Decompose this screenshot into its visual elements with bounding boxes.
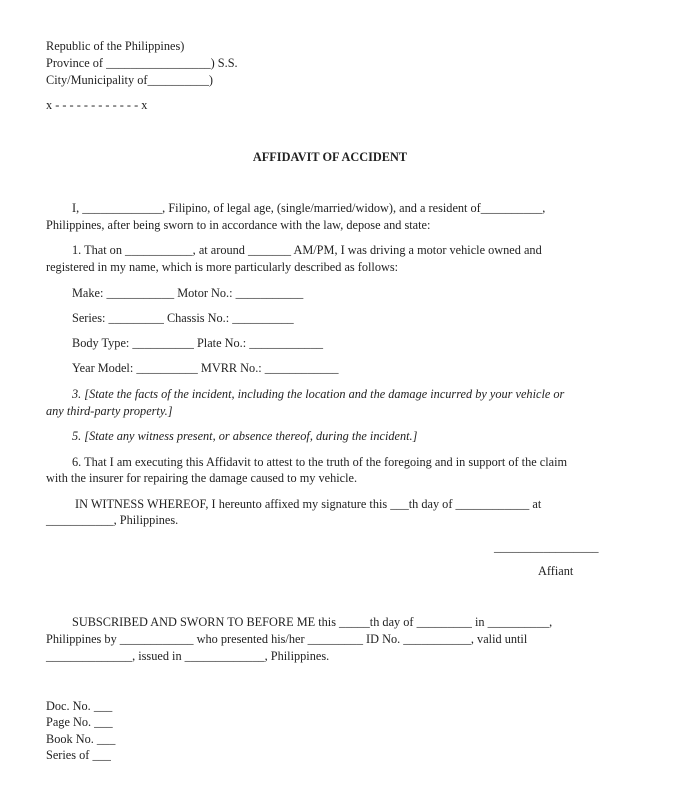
notarial-book-no: Book No. ___ xyxy=(46,732,116,746)
paragraph-6-line-2: with the insurer for repairing the damage caused to my vehicle. xyxy=(46,471,358,485)
vehicle-body-row: Body Type: __________ Plate No.: ____________ xyxy=(72,336,323,350)
paragraph-3-line-1: 3. [State the facts of the incident, including the location and the damage incurred by your vehicle or xyxy=(72,387,565,401)
intro-line-1: I, _____________, Filipino, of legal age, (single/married/widow), and a resident of__________, xyxy=(72,201,546,215)
header-republic: Republic of the Philippines) xyxy=(46,39,185,53)
vehicle-make-row: Make: ___________ Motor No.: ___________ xyxy=(72,286,304,300)
header-separator: x - - - - - - - - - - - - x xyxy=(46,98,148,112)
paragraph-6-line-1: 6. That I am executing this Affidavit to attest to the truth of the foregoing and in support of the claim xyxy=(72,455,568,469)
paragraph-1-line-1: 1. That on ___________, at around _______ AM/PM, I was driving a motor vehicle owned and xyxy=(72,243,542,257)
signature-line: _________________ xyxy=(494,540,599,554)
notarial-series: Series of ___ xyxy=(46,748,111,762)
notarial-doc-no: Doc. No. ___ xyxy=(46,699,113,713)
header-province: Province of _________________) S.S. xyxy=(46,56,238,70)
jurat-line-3: ______________, issued in _____________, Philippines. xyxy=(46,649,330,663)
intro-line-2: Philippines, after being sworn to in accordance with the law, depose and state: xyxy=(46,218,431,232)
header-city: City/Municipality of__________) xyxy=(46,73,214,87)
affiant-label: Affiant xyxy=(538,564,574,578)
witness-line-2: ___________, Philippines. xyxy=(46,513,179,527)
notarial-page-no: Page No. ___ xyxy=(46,715,113,729)
vehicle-year-row: Year Model: __________ MVRR No.: ____________ xyxy=(72,361,339,375)
vehicle-series-row: Series: _________ Chassis No.: __________ xyxy=(72,311,294,325)
jurat-line-2: Philippines by ____________ who presented his/her _________ ID No. ___________, valid until xyxy=(46,632,528,646)
paragraph-3-line-2: any third-party property.] xyxy=(46,404,173,418)
paragraph-5: 5. [State any witness present, or absence thereof, during the incident.] xyxy=(72,429,418,443)
jurat-line-1: SUBSCRIBED AND SWORN TO BEFORE ME this _____th day of _________ in __________, xyxy=(72,615,553,629)
paragraph-1-line-2: registered in my name, which is more particularly described as follows: xyxy=(46,260,399,274)
page-title: AFFIDAVIT OF ACCIDENT xyxy=(252,150,408,164)
witness-line-1: IN WITNESS WHEREOF, I hereunto affixed my signature this ___th day of ____________ at xyxy=(75,497,542,511)
